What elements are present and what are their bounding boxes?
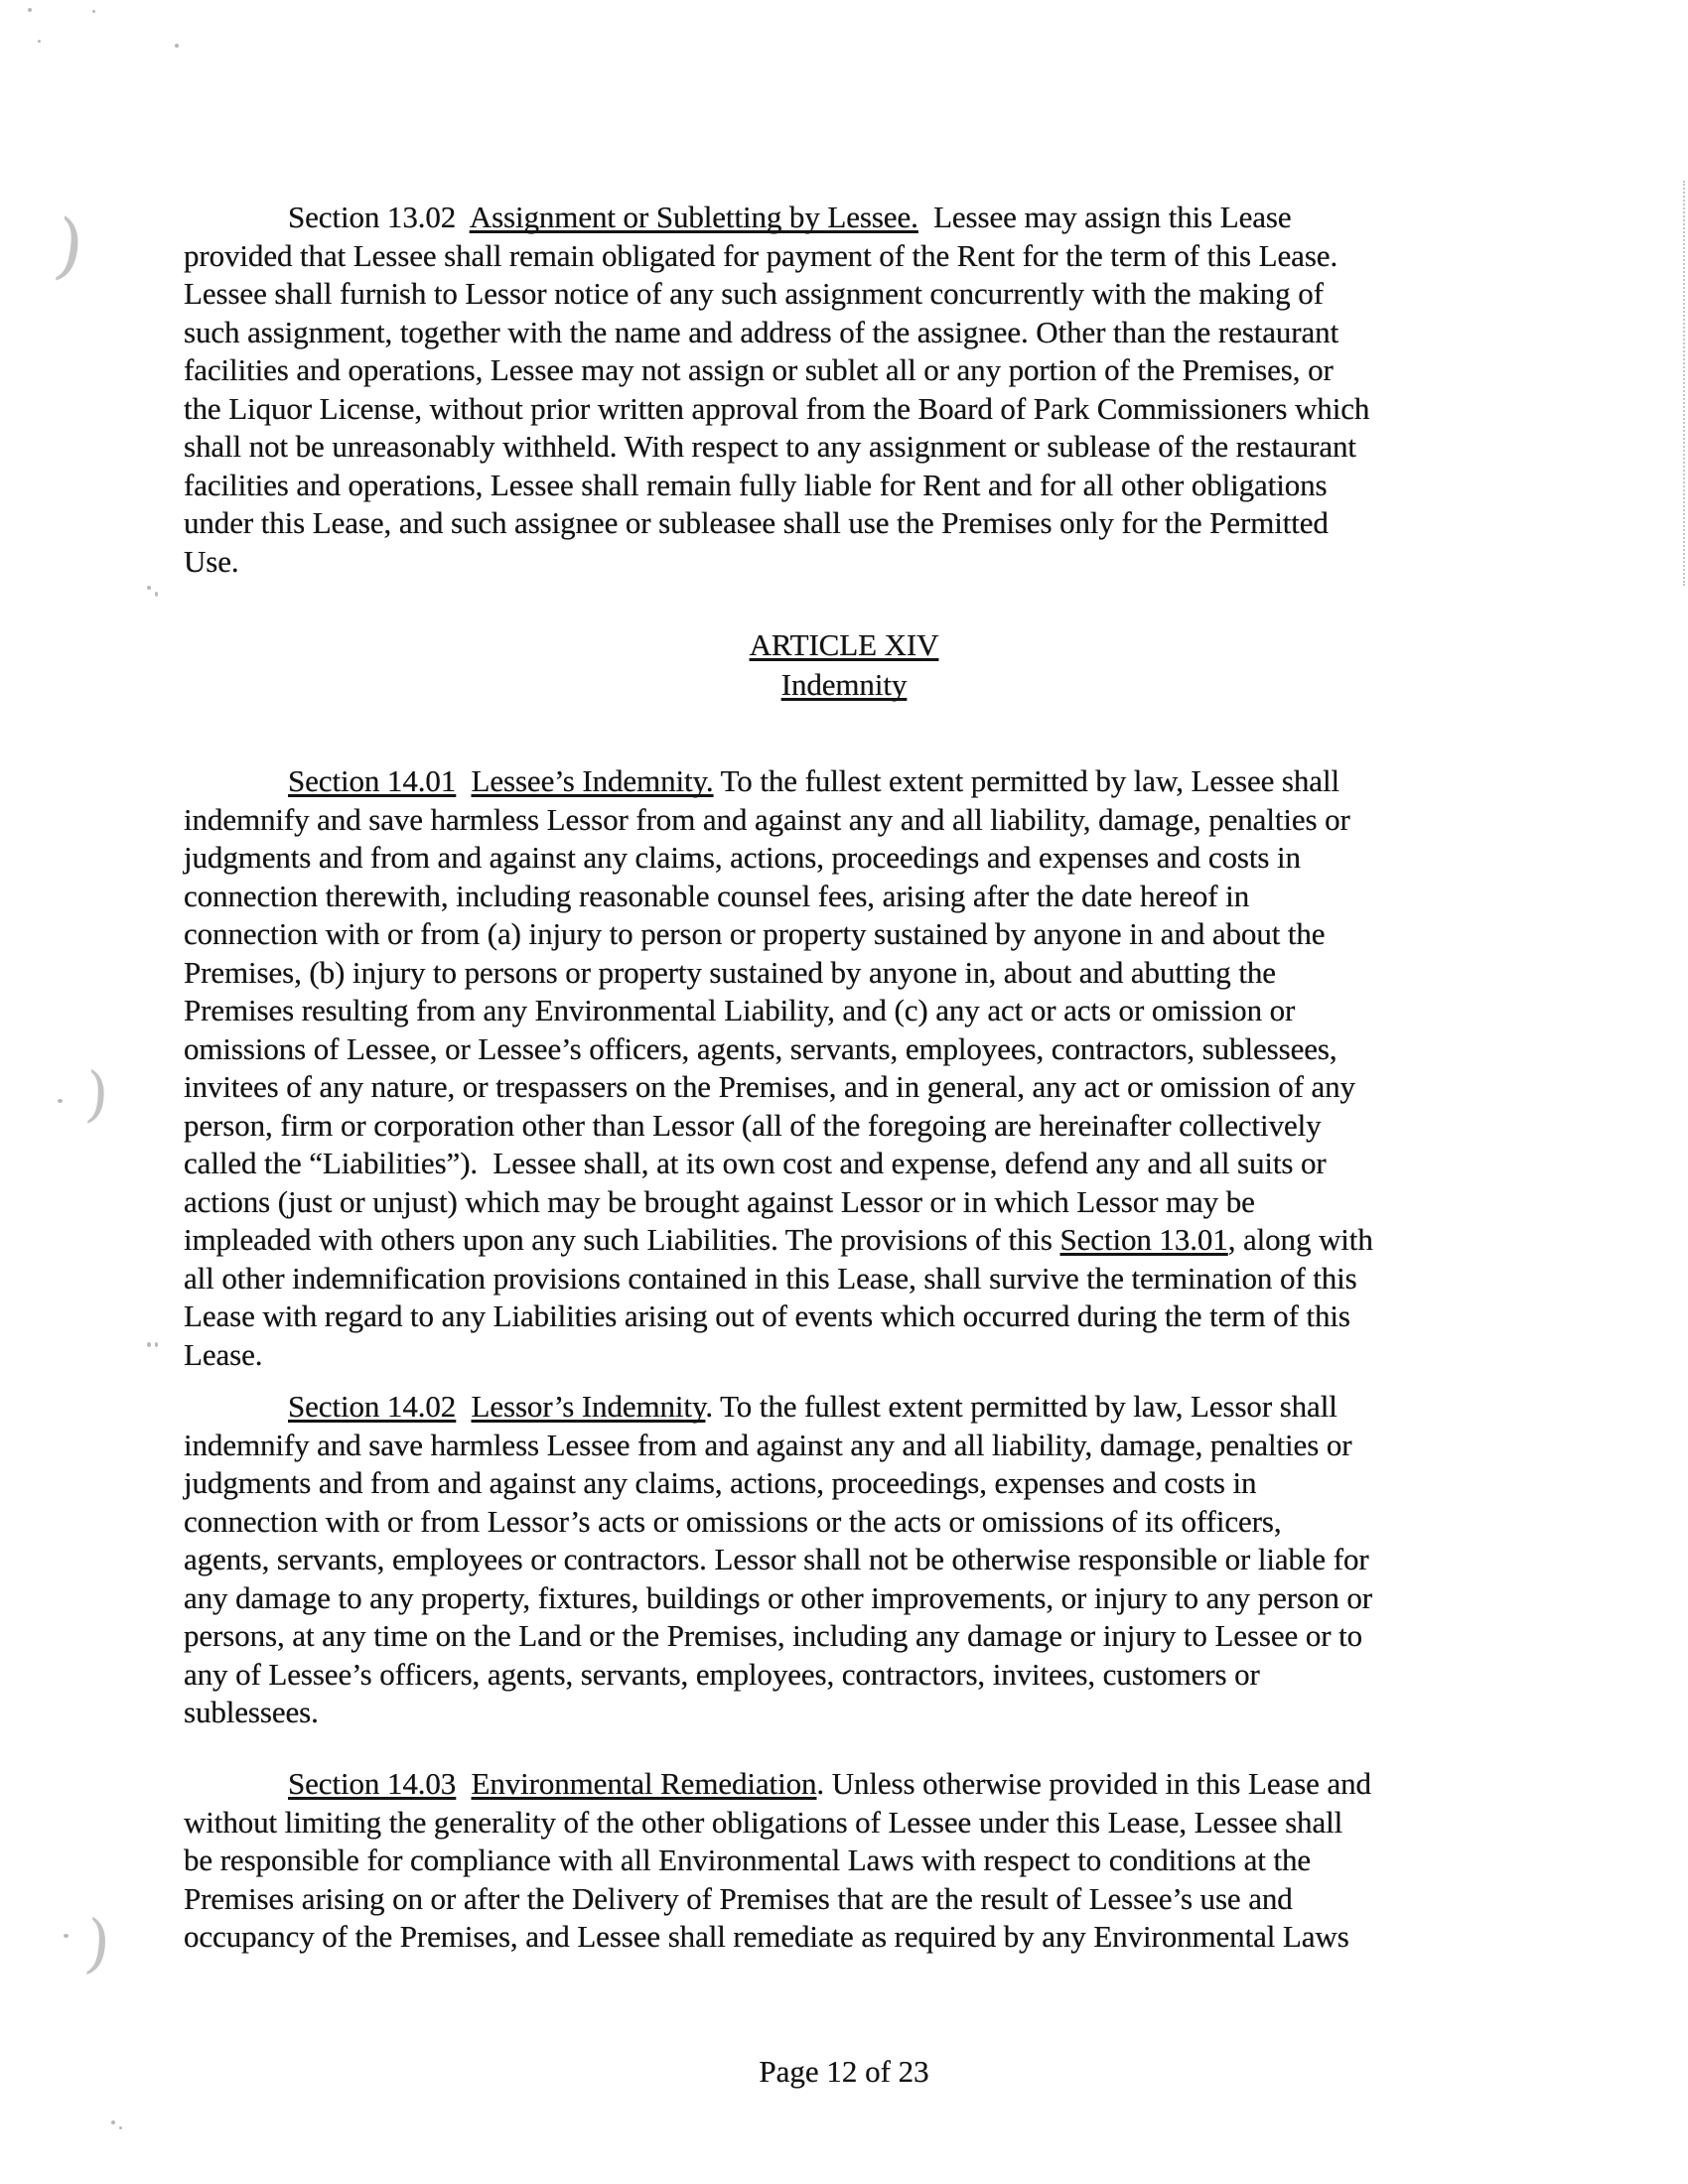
paragraph-section-14-02	[184, 1388, 1372, 1732]
text-line: sublessees.	[184, 1695, 319, 1729]
scan-speck	[119, 2126, 122, 2129]
scan-speck	[92, 10, 95, 13]
text-line: called the “Liabilities”). Lessee shall, at its own cost and expense, defend any and all suits or	[184, 1146, 1327, 1180]
text-line: person, firm or corporation other than Lessor (all of the foregoing are hereinafter collectively	[184, 1107, 1322, 1143]
article-xiv-heading	[0, 625, 1688, 705]
text-line: facilities and operations, Lessee shall remain fully liable for Rent and for all other obligations	[184, 467, 1328, 502]
text-line: Lessee shall furnish to Lessor notice of any such assignment concurrently with the making of	[184, 276, 1324, 311]
page-number-footer: Page 12 of 23	[759, 2054, 929, 2089]
text-line: indemnify and save harmless Lessee from and against any and all liability, damage, penalties or	[184, 1427, 1352, 1462]
text-line: actions (just or unjust) which may be brought against Lessor or in which Lessor may be	[184, 1183, 1255, 1219]
text-line: any damage to any property, fixtures, buildings or other improvements, or injury to any person or	[184, 1579, 1373, 1615]
text-line: Lease with regard to any Liabilities arising out of events which occurred during the term of this	[184, 1298, 1350, 1333]
text-line: occupancy of the Premises, and Lessee shall remediate as required by any Environmental Laws	[184, 1919, 1349, 1954]
scan-speck	[38, 40, 41, 43]
scan-artifact-curl-3: )	[81, 1906, 114, 1983]
paragraph-section-14-03	[184, 1765, 1371, 1957]
text-line: connection therewith, including reasonable counsel fees, arising after the date hereof in	[184, 878, 1250, 913]
text-line: under this Lease, and such assignee or subleasee shall use the Premises only for the Permitted	[184, 505, 1329, 540]
text-line: Section 14.01 Lessee’s Indemnity. To the fullest extent permitted by law, Lessee shall	[288, 763, 1339, 798]
scan-speck	[64, 1934, 69, 1938]
text-line: any of Lessee’s officers, agents, servants, employees, contractors, invitees, customers or	[184, 1656, 1260, 1692]
scan-speck	[28, 8, 32, 12]
text-line: connection with or from (a) injury to person or property sustained by anyone in and about the	[184, 916, 1326, 951]
scan-speck	[58, 1099, 63, 1103]
text-line: facilities and operations, Lessee may not assign or sublet all or any portion of the Premises, or	[184, 352, 1334, 387]
text-line: such assignment, together with the name and address of the assignee. Other than the restaurant	[184, 314, 1339, 349]
scan-speck	[155, 1342, 158, 1347]
text-line: Premises arising on or after the Delivery of Premises that are the result of Lessee’s use and	[184, 1880, 1293, 1916]
scan-artifact-edge-dots	[1683, 181, 1685, 586]
text-line: the Liquor License, without prior written approval from the Board of Park Commissioners which	[184, 390, 1370, 426]
text-line: be responsible for compliance with all Environmental Laws with respect to conditions at the	[184, 1843, 1312, 1877]
text-line: impleaded with others upon any such Liabilities. The provisions of this Section 13.01, along with	[184, 1222, 1373, 1257]
text-line: judgments and from and against any claims, actions, proceedings and expenses and costs in	[184, 840, 1301, 875]
text-line: ARTICLE XIV	[749, 627, 939, 662]
scan-artifact-curl-1: )	[50, 203, 89, 290]
scan-speck	[147, 1342, 151, 1347]
text-line: omissions of Lessee, or Lessee’s officers, agents, servants, employees, contractors, sublessees,	[184, 1030, 1337, 1066]
text-line: shall not be unreasonably withheld. With respect to any assignment or sublease of the restaurant	[184, 429, 1356, 464]
scan-speck	[175, 44, 179, 48]
text-line: persons, at any time on the Land or the Premises, including any damage or injury to Lessee or to	[184, 1618, 1363, 1653]
paragraph-section-14-01	[184, 762, 1373, 1374]
text-line: Premises resulting from any Environmental Liability, and (c) any act or acts or omission or	[184, 993, 1296, 1027]
scan-speck	[111, 2120, 115, 2124]
text-line: Indemnity	[780, 667, 908, 702]
text-line: connection with or from Lessor’s acts or omissions or the acts or omissions of its officers,	[184, 1503, 1282, 1539]
scan-speck	[147, 586, 151, 590]
text-line: indemnify and save harmless Lessor from and against any and all liability, damage, penalties or	[184, 801, 1350, 837]
text-line: invitees of any nature, or trespassers on the Premises, and in general, any act or omission of any	[184, 1069, 1355, 1104]
text-line: Use.	[184, 543, 239, 579]
text-line: all other indemnification provisions contained in this Lease, shall survive the termination of this	[184, 1260, 1357, 1296]
text-line: agents, servants, employees or contractors. Lessor shall not be otherwise responsible or liable for	[184, 1542, 1369, 1576]
scan-artifact-curl-2: )	[82, 1059, 111, 1131]
paragraph-section-13-02	[184, 199, 1369, 581]
text-line: judgments and from and against any claims, actions, proceedings, expenses and costs in	[184, 1465, 1257, 1500]
scan-speck	[155, 592, 158, 597]
text-line: Section 14.02 Lessor’s Indemnity. To the fullest extent permitted by law, Lessor shall	[288, 1389, 1337, 1424]
text-line: Lease.	[184, 1336, 263, 1372]
text-line: without limiting the generality of the other obligations of Lessee under this Lease, Lessee shall	[184, 1804, 1343, 1840]
text-line: Section 14.03 Environmental Remediation. Unless otherwise provided in this Lease and	[288, 1766, 1371, 1801]
text-line: provided that Lessee shall remain obligated for payment of the Rent for the term of this Lease.	[184, 237, 1338, 273]
text-line: Section 13.02 Assignment or Subletting by Lessee. Lessee may assign this Lease	[288, 200, 1292, 234]
text-line: Premises, (b) injury to persons or property sustained by anyone in, about and abutting the	[184, 954, 1276, 990]
